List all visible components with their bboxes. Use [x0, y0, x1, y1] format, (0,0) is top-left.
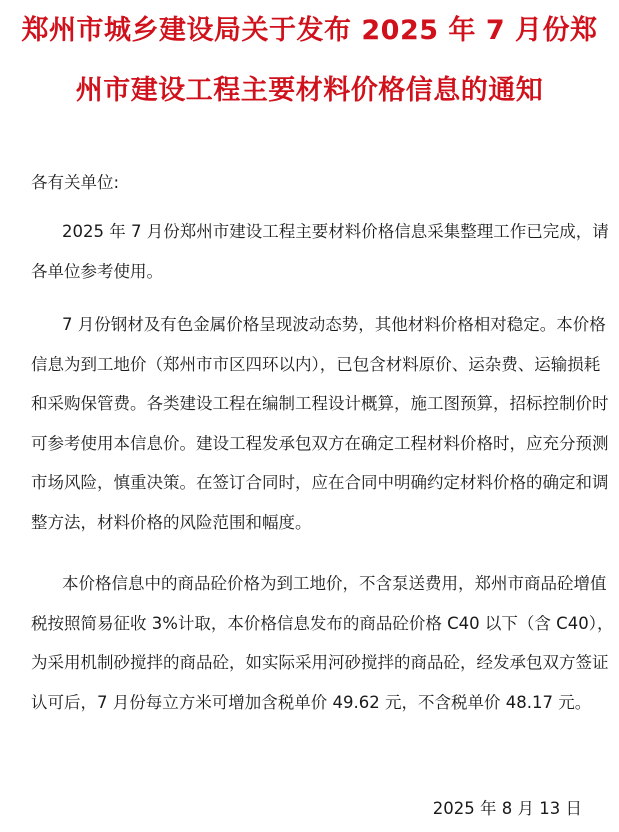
salutation-text: 各有关单位: — [31, 173, 120, 192]
paragraph-line: 为采用机制砂搅拌的商品砼，如实际采用河砂搅拌的商品砼，经发承包双方签证 — [31, 653, 609, 672]
paragraph-line: 本价格信息中的商品砼价格为到工地价，不含泵送费用，郑州市商品砼增值 — [62, 574, 607, 593]
issue-date: 2025 年 8 月 13 日 — [432, 799, 582, 818]
paragraph-line: 市场风险，慎重决策。在签订合同时，应在合同中明确约定材料价格的确定和调 — [31, 473, 609, 492]
paragraph-line: 税按照简易征收 3%计取，本价格信息发布的商品砼价格 C40 以下（含 C40）， — [31, 613, 614, 633]
title-line-1: 郑州市城乡建设局关于发布 2025 年 7 月份郑 — [21, 15, 598, 46]
paragraph-line: 整方法，材料价格的风险范围和幅度。 — [31, 512, 312, 532]
title-line-2: 州市建设工程主要材料价格信息的通知 — [75, 75, 544, 106]
paragraph-line: 7 月份钢材及有色金属价格呈现波动态势，其他材料价格相对稳定。本价格 — [62, 315, 606, 334]
paragraph-line: 各单位参考使用。 — [31, 261, 163, 281]
paragraph-line: 2025 年 7 月份郑州市建设工程主要材料价格信息采集整理工作已完成，请 — [62, 222, 609, 241]
paragraph-3 — [31, 564, 614, 722]
paragraph-line: 认可后，7 月份每立方米可增加含税单价 49.62 元，不含税单价 48.17 元。 — [31, 692, 592, 712]
paragraph-line: 可参考使用本信息价。建设工程发承包双方在确定工程材料价格时，应充分预测 — [31, 433, 609, 453]
paragraph-line: 和采购保管费。各类建设工程在编制工程设计概算，施工图预算，招标控制价时 — [31, 394, 609, 413]
paragraph-1 — [31, 212, 609, 291]
paragraph-2 — [31, 305, 609, 542]
salutation — [31, 163, 591, 203]
paragraph-line: 信息为到工地价（郑州市市区四环以内），已包含材料原价、运杂费、运输损耗 — [31, 354, 601, 374]
